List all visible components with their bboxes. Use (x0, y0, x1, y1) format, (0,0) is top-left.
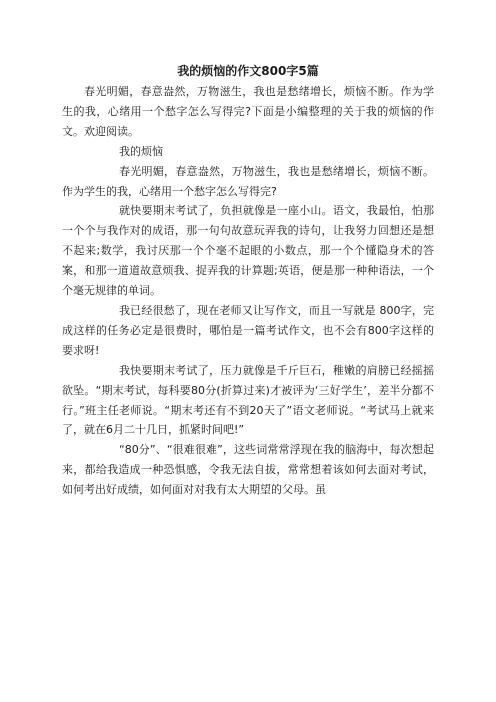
document-body (62, 82, 434, 500)
paragraph: 我已经很愁了，现在老师又让写作文，而且一写就是 800字，完成这样的任务必定是很费时，哪怕是一篇考试作文，也不会有800字这样的要求呀! (62, 303, 434, 357)
section-heading: 我的烦恼 (119, 144, 163, 158)
paragraph-intro: 春光明媚，春意盎然，万物滋生，我也是愁绪增长，烦恼不断。作为学生的我，心绪用一个愁字怎么写得完?下面是小编整理的关于我的烦恼的作文。欢迎阅读。 (62, 85, 434, 138)
paragraph: 我快要期末考试了，压力就像是千斤巨石，稚嫩的肩膀已经摇摇欲坠。“期末考试，每科要80分(折算过来)才被评为‘三好学生’，差半分都不行。”班主任老师说。“期末考还有不到20天了”语文老师说。“考试马上就来了，就在6月二十几日，抓紧时间吧!” (62, 363, 434, 437)
document-title: 我的烦恼的作文800字5篇 (177, 64, 319, 78)
paragraph: “80分”、“很难很难”，这些词常常浮现在我的脑海中，每次想起来，都给我造成一种恐惧感，令我无法自拔，常常想着该如何去面对考试，如何考出好成绩，如何面对对我有太大期望的父母。虽 (62, 443, 434, 497)
paragraph: 就快要期末考试了，负担就像是一座小山。语文，我最怕，怕那一个个与我作对的成语，那一句句故意玩弄我的诗句，让我努力回想还是想不起来;数学，我讨厌那一个个毫不起眼的小数点，那一个个懂隐身术的答案，和那一道道故意烦我、捉弄我的计算题;英语，便是那一种种语法，一个个毫无规律的单词。 (62, 204, 434, 298)
paragraph: 春光明媚，春意盎然，万物滋生，我也是愁绪增长，烦恼不断。作为学生的我，心绪用一个愁字怎么写得完? (62, 164, 434, 198)
